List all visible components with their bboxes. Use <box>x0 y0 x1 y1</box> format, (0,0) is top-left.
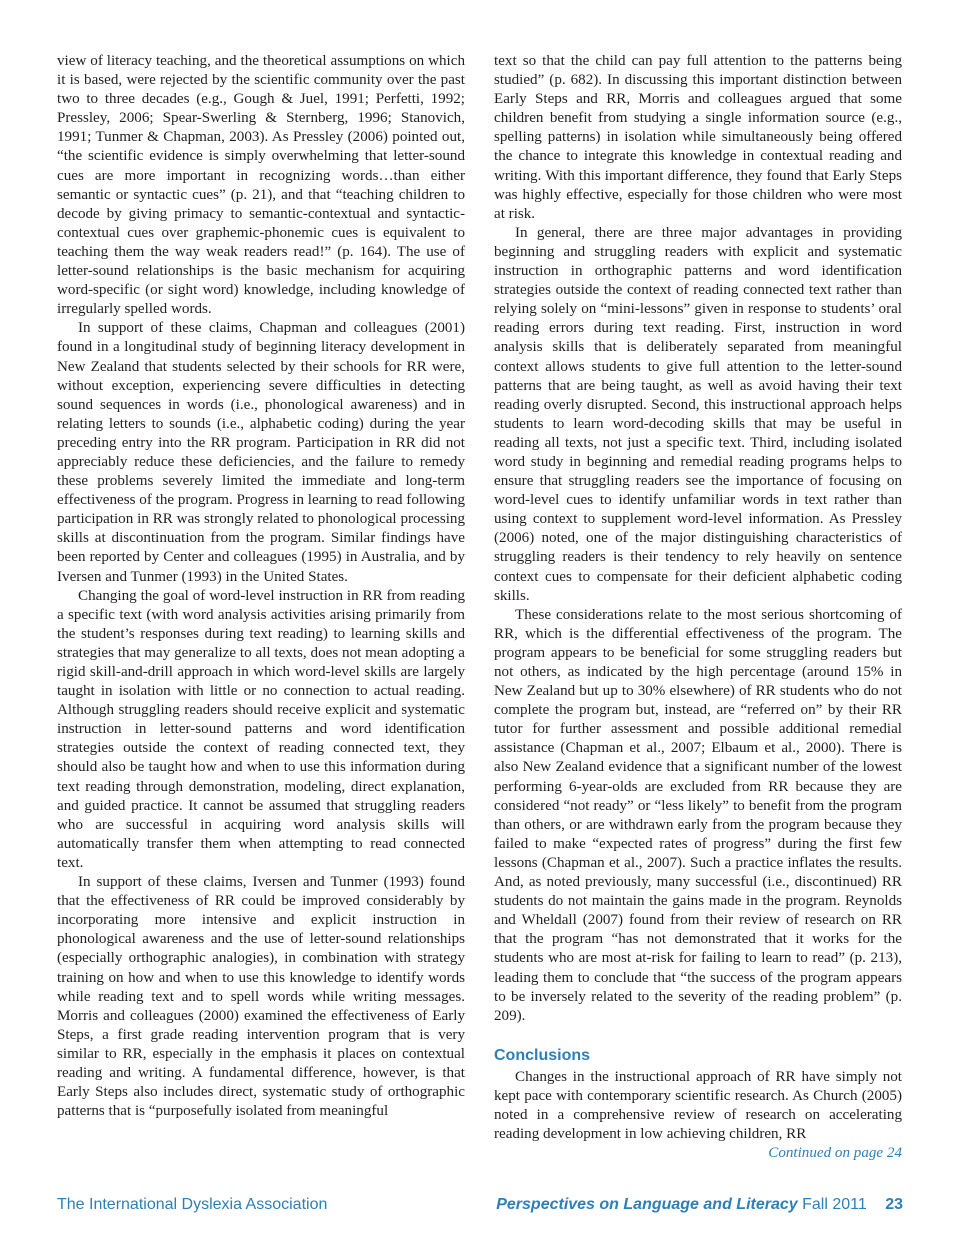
footer-issue: Fall 2011 <box>802 1196 867 1213</box>
footer-journal-info <box>496 1196 903 1214</box>
page-number: 23 <box>885 1196 903 1213</box>
body-paragraph: In support of these claims, Chapman and colleagues (2001) found in a longitudinal study of beginning literacy development in New Zealand that students selected by their schools for RR were, without exception, experiencing severe difficulties in detecting sound sequences in words (i.e., phonological awareness) and in relating letters to sounds (i.e., alphabetic coding) during the year preceding entry into the RR program. Participation in RR did not appreciably reduce these deficiencies, and the failure to remedy these problems severely limited the immediate and long-term effectiveness of the program. Progress in learning to read following participation in RR was strongly related to phonological processing skills at discontinuation from the program. Similar findings have been reported by Center and colleagues (1995) in Australia, and by Iversen and Tunmer (1993) in the United States. <box>57 320 465 585</box>
page-footer <box>57 1196 903 1220</box>
body-paragraph: In support of these claims, Iversen and Tunmer (1993) found that the effectiveness of RR could be improved considerably by incorporating more intensive and explicit instruction in phonological awareness and the use of letter-sound relationships (especially orthographic analogies), in combination with strategy training on how and when to use this knowledge to identify words while reading text and to spell words while writing messages. Morris and colleagues (2000) examined the effectiveness of Early Steps, a first grade reading intervention program that is very similar to RR, especially in the emphasis it places on contextual reading and writing. A fundamental difference, however, is that Early Steps also includes direct, systematic study of orthographic patterns that is “purposefully isolated from meaningful <box>57 874 465 1120</box>
body-paragraph: These considerations relate to the most serious shortcoming of RR, which is the differential effectiveness of the program. The program appears to be beneficial for some struggling readers but not others, as indicated by the high percentage (around 15% in New Zealand but up to 30% elsewhere) of RR students who do not complete the program but, instead, are “referred on” by their RR tutor for further assessment and possible additional remedial assistance (Chapman et al., 2007; Elbaum et al., 2000). There is also New Zealand evidence that a significant number of the lowest performing 6-year-olds are excluded from RR because they are considered “not ready” or “less likely” to benefit from the program than others, or are withdrawn early from the program because they failed to make “expected rates of progress” during the first few lessons (Chapman et al., 2007). Such a practice inflates the results. And, as noted previously, many successful (i.e., discontinued) RR students do not maintain the gains made in the program. Reynolds and Wheldall (2007) found from their review of research on RR that the program “has not demonstrated that it works for the students who are most at-risk for failing to learn to read” (p. 213), leading them to conclude that “the success of the program appears to be inversely related to the severity of the reading problem” (p. 209). <box>494 606 902 1024</box>
right-column <box>494 52 902 1163</box>
body-paragraph: text so that the child can pay full attention to the patterns being studied” (p. 682). In discussing this important distinction between Early Steps and RR, Morris and colleagues argued that some children benefit from studying a single information source (e.g., spelling patterns) in isolation while simultaneously being offered the chance to integrate this knowledge in contextual reading and writing. With this important difference, they found that Early Steps was highly effective, especially for those children who were most at risk. <box>494 53 902 222</box>
left-column <box>57 52 465 1121</box>
section-heading: Conclusions <box>494 1046 591 1064</box>
conclusion-paragraph: Changes in the instructional approach of RR have simply not kept pace with contemporary scientific research. As Church (2005) noted in a comprehensive review of research on accelerating reading development in low achieving children, RR <box>494 1068 902 1143</box>
body-paragraph: Changing the goal of word-level instruction in RR from reading a specific text (with word analysis activities arising primarily from the student’s responses during text reading) to learning skills and strategies that may generalize to all texts, does not mean adopting a rigid skill-and-drill approach in which word-level skills are largely taught in isolation with little or no connection to actual reading. Although struggling readers should receive explicit and systematic instruction in letter-sound patterns and word identification strategies outside the context of reading connected text, they should also be taught how and when to use this information during text reading through demonstration, modeling, direct explanation, and guided practice. It cannot be assumed that struggling readers who are successful in acquiring word analysis skills will automatically transfer them when attempting to read connected text. <box>57 587 465 871</box>
footer-journal-title: Perspectives on Language and Literacy <box>496 1196 798 1213</box>
body-paragraph: In general, there are three major advantages in providing beginning and struggling readers with explicit and systematic instruction in orthographic patterns and word identification strategies outside the context of reading connected text rather than relying solely on “mini-lessons” given in response to students’ oral reading errors during text reading. First, instruction in word analysis skills that is deliberately separated from meaningful context allows students to give full attention to the letter-sound patterns that are being taught, as well as avoid having their text reading overly disrupted. Second, this instructional approach helps students to learn word-decoding skills that may be useful in reading all texts, not just a specific text. Third, including isolated word study in beginning and remedial reading programs helps to ensure that struggling readers see the importance of focusing on word-level cues to identify unfamiliar words in text rather than using context to supplement word-level information. As Pressley (2006) noted, one of the major distinguishing characteristics of struggling readers is their tendency to rely heavily on sentence context cues to compensate for their deficient alphabetic coding skills. <box>494 224 902 604</box>
footer-organization: The International Dyslexia Association <box>57 1196 328 1213</box>
body-paragraph: view of literacy teaching, and the theoretical assumptions on which it is based, were rejected by the scientific community over the past two to three decades (e.g., Gough & Juel, 1991; Perfetti, 1992; Pressley, 2006; Spear-Swerling & Sternberg, 1996; Stanovich, 1991; Tunmer & Chapman, 2003). As Pressley (2006) pointed out, “the scientific evidence is simply overwhelming that letter-sound cues are more important in recognizing words…than either semantic or syntactic cues” (p. 21), and that “teaching children to decode by giving primacy to semantic-contextual and syntactic-contextual cues over graphemic-phonemic cues is equivalent to teaching them the way weak readers read!” (p. 164). The use of letter-sound relationships is the basic mechanism for acquiring word-specific (or sight word) knowledge, including knowledge of irregularly spelled words. <box>57 53 465 318</box>
continued-link[interactable]: Continued on page 24 <box>768 1145 902 1162</box>
